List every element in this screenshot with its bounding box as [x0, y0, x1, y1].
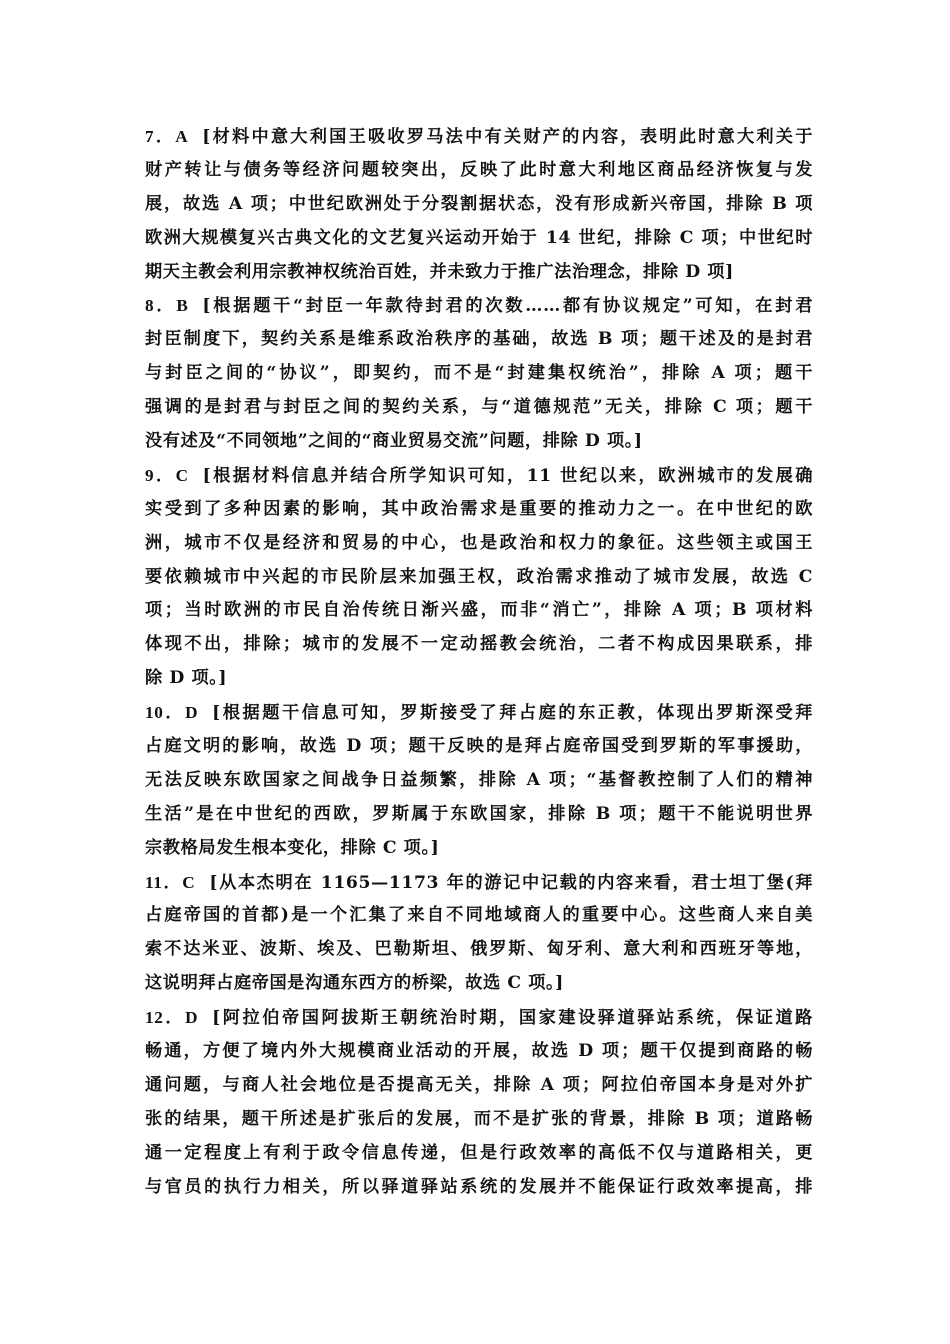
answer-line: 期天主教会利用宗教神权统治百姓，并未致力于推广法治理念，排除 D 项]	[145, 261, 734, 282]
answer-line: 通问题，与商人社会地位是否提高无关，排除 A 项；阿拉伯帝国本身是对外扩	[145, 1074, 813, 1095]
explanation-text: [从本杰明在 1165—1173 年的游记中记载的内容来看，君士坦丁堡(拜	[209, 872, 813, 893]
answer-item-11	[145, 866, 813, 1002]
answer-line: 与封臣之间的“协议”，即契约，而不是“封建集权统治”，排除 A 项；题干	[145, 363, 813, 384]
answer-line: 洲，城市不仅是经济和贸易的中心，也是政治和权力的象征。这些领主或国王	[145, 532, 813, 553]
answer-line: 项；当时欧洲的市民自治传统日渐兴盛，而非“消亡”，排除 A 项；B 项材料	[145, 600, 813, 621]
answer-line: 通一定程度上有利于政令信息传递，但是行政效率的高低不仅与道路相关，更	[145, 1142, 813, 1163]
question-number: 10．	[145, 703, 186, 723]
answer-line	[145, 866, 813, 900]
question-number: 11．	[145, 872, 183, 892]
answer-line: 展，故选 A 项；中世纪欧洲处于分裂割据状态，没有形成新兴帝国，排除 B 项	[145, 193, 813, 214]
answer-line: 强调的是封君与封臣之间的契约关系，与“道德规范”无关，排除 C 项；题干	[145, 397, 813, 418]
answer-line: 财产转让与债务等经济问题较突出，反映了此时意大利地区商品经济恢复与发	[145, 159, 813, 180]
answer-line: 占庭帝国的首都)是一个汇集了来自不同地域商人的重要中心。这些商人来自美	[145, 905, 813, 926]
answer-option: C	[175, 465, 189, 485]
answer-item-9	[145, 459, 813, 696]
answer-line: 实受到了多种因素的影响，其中政治需求是重要的推动力之一。在中世纪的欧	[145, 498, 813, 519]
answer-line: 张的结果，题干所述是扩张后的发展，而不是扩张的背景，排除 B 项；道路畅	[145, 1108, 813, 1129]
answer-line	[145, 696, 813, 730]
answer-line: 除 D 项。]	[145, 668, 228, 689]
answer-line: 生活”是在中世纪的西欧，罗斯属于东欧国家，排除 B 项；题干不能说明世界	[145, 803, 813, 824]
answer-option: C	[182, 872, 196, 892]
explanation-text: [根据材料信息并结合所学知识可知，11 世纪以来，欧洲城市的发展确	[202, 465, 813, 486]
answer-item-12	[145, 1001, 813, 1204]
answer-line: 与官员的执行力相关，所以驿道驿站系统的发展并不能保证行政效率提高，排	[145, 1176, 813, 1197]
answer-line: 占庭文明的影响，故选 D 项；题干反映的是拜占庭帝国受到罗斯的军事援助，	[145, 736, 813, 757]
answer-line: 体现不出，排除；城市的发展不一定动摇教会统治，二者不构成因果联系，排	[145, 634, 813, 655]
answer-line: 畅通，方便了境内外大规模商业活动的开展，故选 D 项；题干仅提到商路的畅	[145, 1041, 813, 1062]
answer-item-7	[145, 120, 813, 289]
answer-item-10	[145, 696, 813, 865]
question-number: 8．	[145, 296, 177, 316]
answer-line	[145, 289, 813, 323]
explanation-text: [阿拉伯帝国阿拔斯王朝统治时期，国家建设驿道驿站系统，保证道路	[212, 1008, 813, 1029]
answer-line: 这说明拜占庭帝国是沟通东西方的桥梁，故选 C 项。]	[145, 973, 564, 994]
answer-line: 没有述及“不同领地”之间的“商业贸易交流”问题，排除 D 项。]	[145, 431, 643, 452]
answer-line: 宗教格局发生根本变化，排除 C 项。]	[145, 837, 440, 858]
answer-line: 封臣制度下，契约关系是维系政治秩序的基础，故选 B 项；题干述及的是封君	[145, 329, 813, 350]
answer-explanations-page	[145, 120, 813, 1205]
answer-item-8	[145, 289, 813, 458]
answer-option: D	[185, 703, 199, 723]
answer-line: 索不达米亚、波斯、埃及、巴勒斯坦、俄罗斯、匈牙利、意大利和西班牙等地，	[145, 939, 813, 960]
answer-line	[145, 120, 813, 154]
answer-option: D	[185, 1008, 199, 1028]
question-number: 9．	[145, 465, 176, 485]
explanation-text: [材料中意大利国王吸收罗马法中有关财产的内容，表明此时意大利关于	[202, 127, 813, 147]
answer-line: 无法反映东欧国家之间战争日益频繁，排除 A 项；“基督教控制了人们的精神	[145, 769, 813, 790]
explanation-text: [根据题干信息可知，罗斯接受了拜占庭的东正教，体现出罗斯深受拜	[212, 703, 813, 724]
answer-line	[145, 459, 813, 493]
answer-line	[145, 1001, 813, 1035]
answer-option: A	[175, 127, 189, 146]
question-number: 7．	[145, 127, 176, 146]
answer-line: 要依赖城市中兴起的市民阶层来加强王权，政治需求推动了城市发展，故选 C	[145, 566, 813, 587]
answer-option: B	[176, 296, 189, 316]
explanation-text: [根据题干“封臣一年款待封君的次数……都有协议规定”可知，在封君	[202, 296, 814, 317]
question-number: 12．	[145, 1008, 186, 1028]
answer-line: 欧洲大规模复兴古典文化的文艺复兴运动开始于 14 世纪，排除 C 项；中世纪时	[145, 227, 813, 248]
